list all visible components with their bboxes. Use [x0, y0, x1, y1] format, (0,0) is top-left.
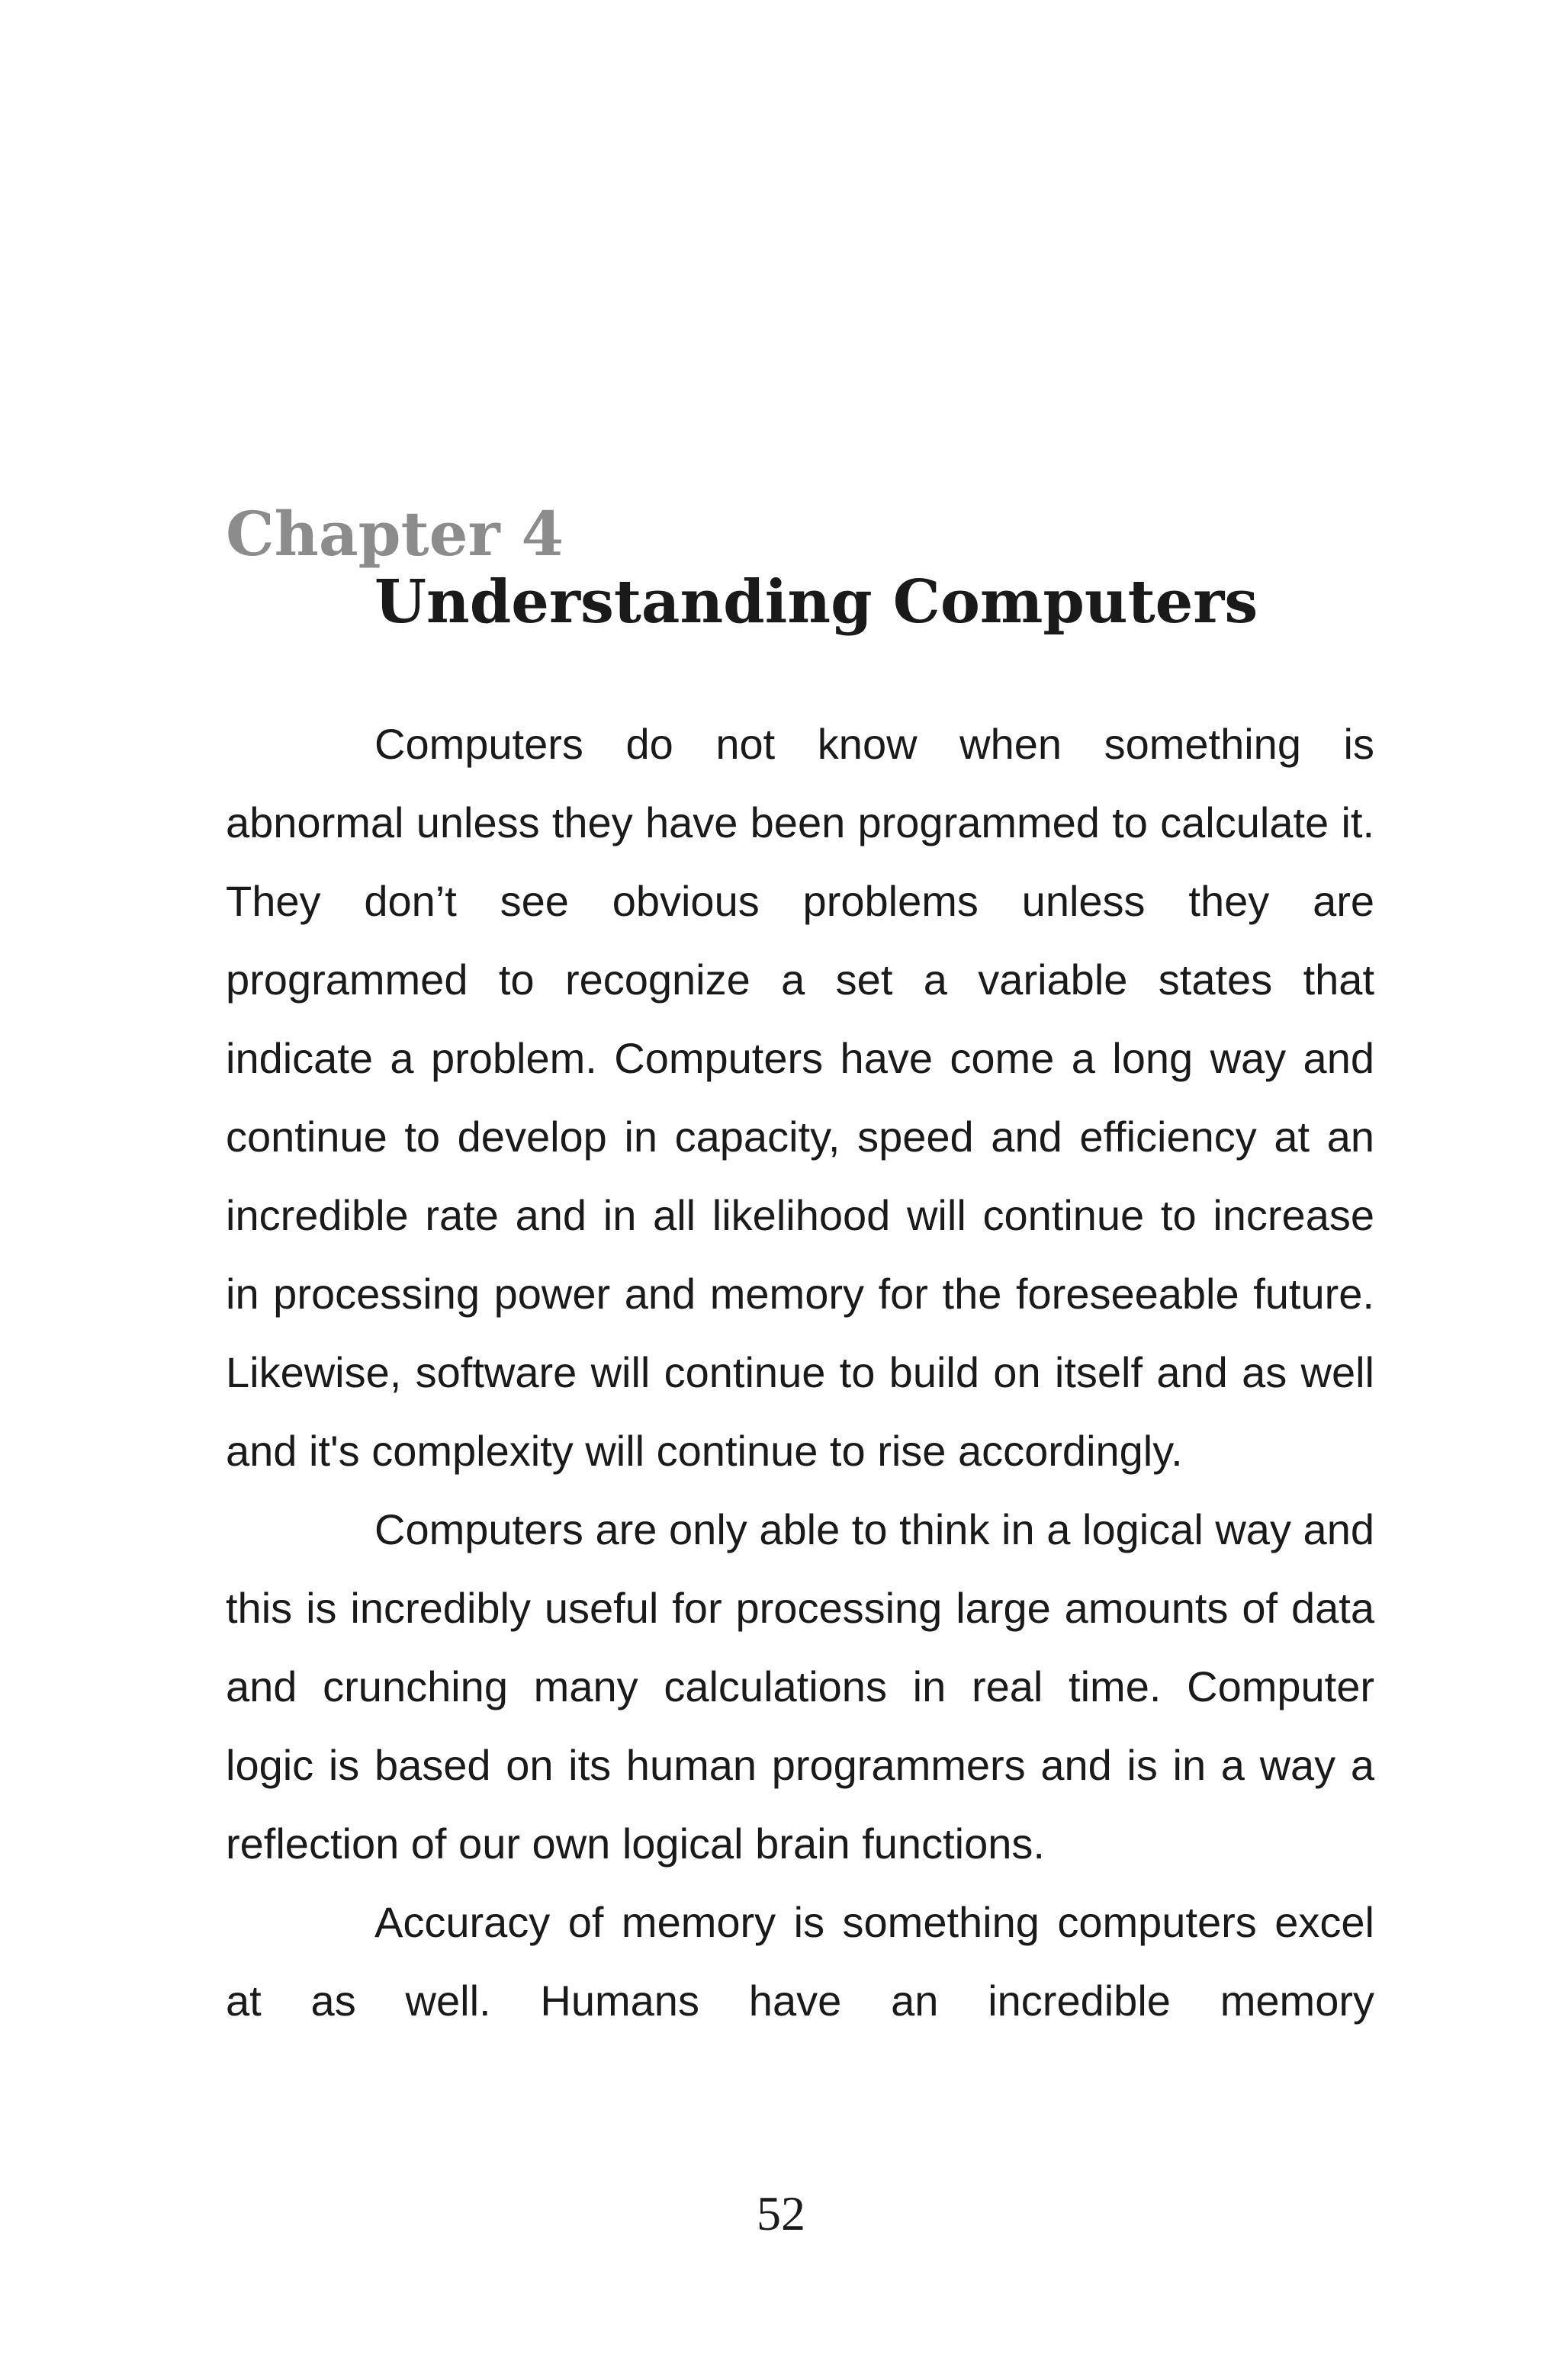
paragraph: Computers do not know when something is abnormal unless they have been programmed to calculate it. They don’t see obvious problems unless they are programmed to recognize a set a variable states that indicate a problem. Computers have come a long way and continue to develop in capacity, speed and efficiency at an incredible rate and in all likelihood will continue to increase in processing power and memory for the foreseeable future. Likewise, software will continue to build on itself and as well and it's complexity will continue to rise accordingly.: [226, 720, 1374, 1475]
chapter-label: Chapter 4: [226, 498, 564, 570]
paragraph: Accuracy of memory is something computers excel at as well. Humans have an incredible memory: [226, 1898, 1374, 2025]
page-number: 52: [757, 2186, 805, 2240]
chapter-title: Understanding Computers: [374, 567, 1258, 637]
body-text: [226, 705, 1374, 2040]
paragraph: Computers are only able to think in a logical way and this is incredibly useful for processing large amounts of data and crunching many calculations in real time. Computer logic is based on its human programmers and is in a way a reflection of our own logical brain functions.: [226, 1505, 1374, 1868]
